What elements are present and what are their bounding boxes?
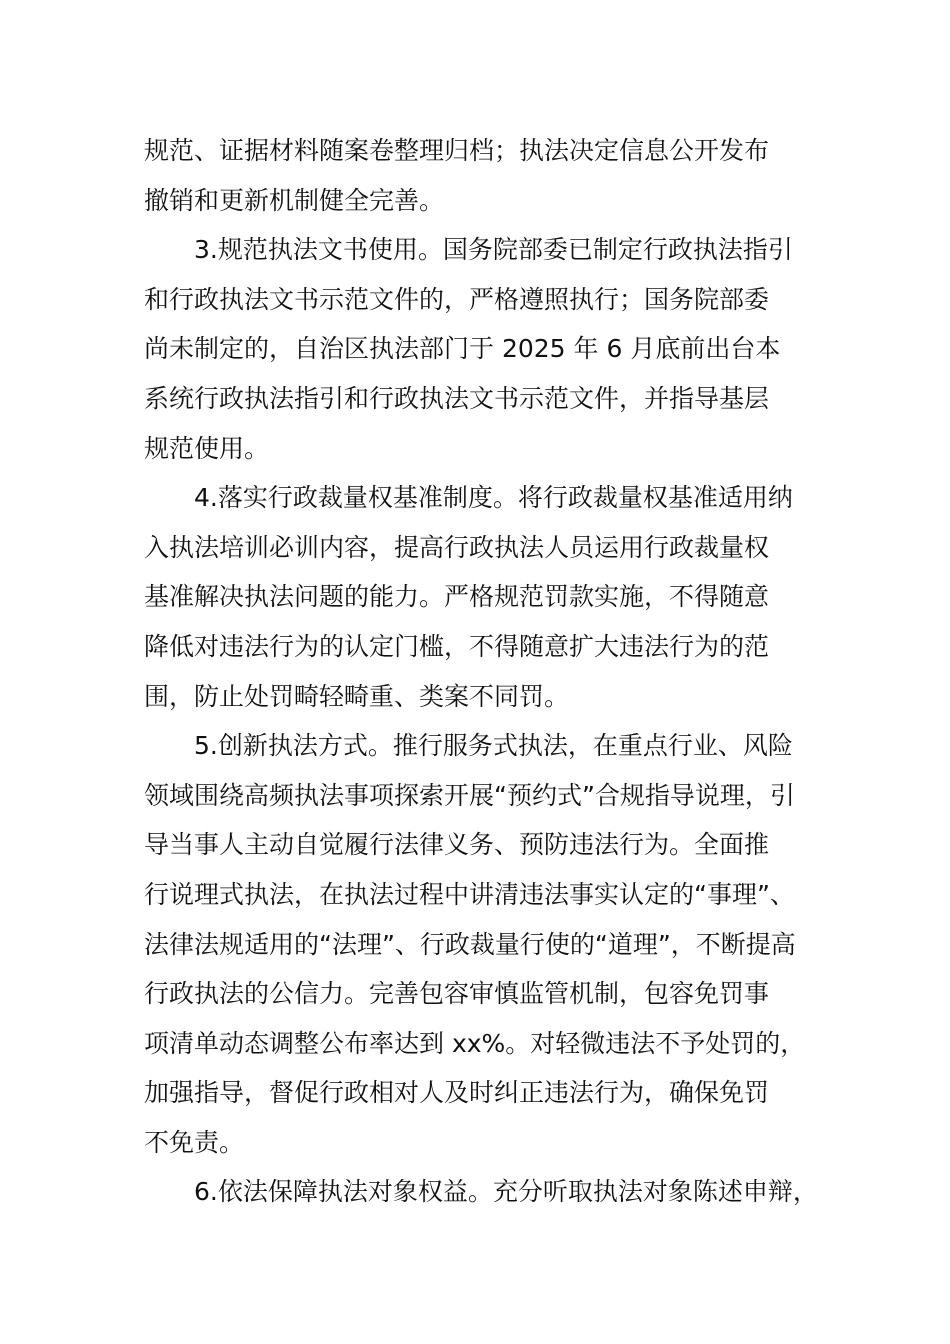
text-line: 入执法培训必训内容，提高行政执法人员运用行政裁量权: [144, 532, 770, 562]
text-line: 规范使用。: [144, 433, 270, 463]
paragraph-archiving: [144, 126, 820, 225]
text-line: 5.创新执法方式。推行服务式执法，在重点行业、风险: [194, 731, 793, 761]
text-line: 6.依法保障执法对象权益。充分听取执法对象陈述申辩，: [194, 1177, 818, 1207]
text-line: 围，防止处罚畸轻畸重、类案不同罚。: [144, 681, 570, 711]
text-line: 4.落实行政裁量权基准制度。将行政裁量权基准适用纳: [194, 483, 793, 513]
document-body: [144, 126, 820, 1217]
text-line: 3.规范执法文书使用。国务院部委已制定行政执法指引: [194, 235, 793, 265]
text-line: 系统行政执法指引和行政执法文书示范文件，并指导基层: [144, 383, 770, 413]
text-line: 法律法规适用的“法理”、行政裁量行使的“道理”，不断提高: [144, 929, 796, 959]
text-line: 加强指导，督促行政相对人及时纠正违法行为，确保免罚: [144, 1078, 770, 1108]
text-line: 基准解决执法问题的能力。严格规范罚款实施，不得随意: [144, 582, 770, 612]
text-line: 不免责。: [144, 1127, 245, 1157]
paragraph-section-3: [144, 225, 820, 473]
text-line: 导当事人主动自觉履行法律义务、预防违法行为。全面推: [144, 830, 770, 860]
text-line: 撤销和更新机制健全完善。: [144, 185, 445, 215]
paragraph-section-6: [144, 1167, 820, 1217]
text-line: 和行政执法文书示范文件的，严格遵照执行；国务院部委: [144, 284, 770, 314]
text-line: 行政执法的公信力。完善包容审慎监管机制，包容免罚事: [144, 979, 770, 1009]
text-line: 尚未制定的，自治区执法部门于 2025 年 6 月底前出台本: [144, 334, 781, 364]
paragraph-section-4: [144, 473, 820, 721]
text-line: 规范、证据材料随案卷整理归档；执法决定信息公开发布: [144, 136, 770, 165]
text-line: 行说理式执法，在执法过程中讲清违法事实认定的“事理”、: [144, 879, 795, 909]
text-line: 项清单动态调整公布率达到 xx%。对轻微违法不予处罚的，: [144, 1028, 806, 1058]
text-line: 领域围绕高频执法事项探索开展“预约式”合规指导说理，引: [144, 780, 795, 810]
text-line: 降低对违法行为的认定门槛，不得随意扩大违法行为的范: [144, 631, 770, 661]
paragraph-section-5: [144, 721, 820, 1167]
